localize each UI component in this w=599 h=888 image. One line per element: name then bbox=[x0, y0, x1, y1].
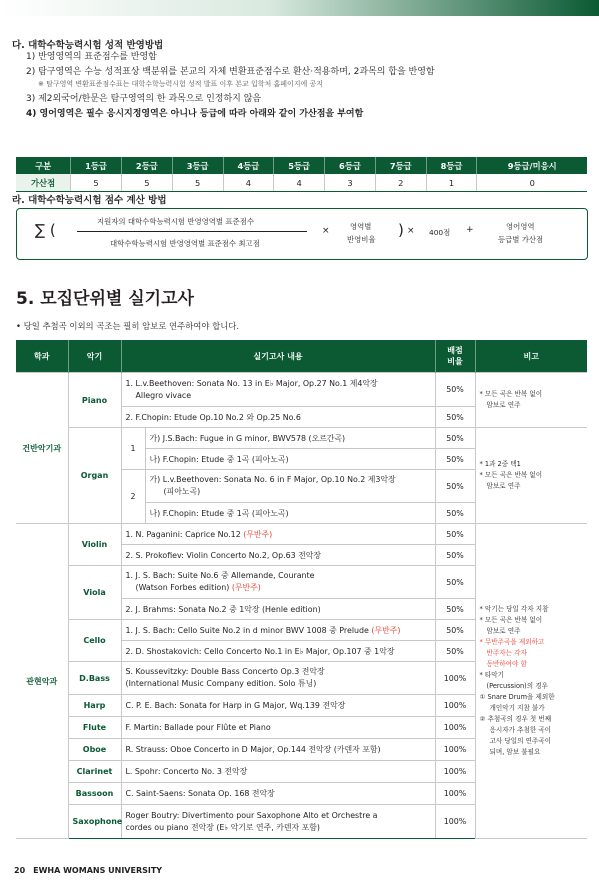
page-number: 20 bbox=[14, 866, 26, 875]
instrument-saxophone: Saxophone bbox=[68, 805, 121, 839]
note-line: 고사 당일의 연주곡이 bbox=[489, 737, 552, 745]
grade-header-cell: 4등급 bbox=[223, 157, 274, 174]
instrument-flute: Flute bbox=[68, 717, 121, 739]
score-formula-box bbox=[16, 208, 588, 260]
note-line: 반주자는 각자 bbox=[486, 649, 527, 657]
section-d-note: ※ 탐구영역 변환표준점수표는 대학수학능력시험 성적 발표 이후 본교 입학처 홈페이지에 공지 bbox=[38, 80, 324, 88]
grade-value: 1 bbox=[426, 174, 477, 192]
section-d-item: 3) 제2외국어/한문은 탐구영역의 한 과목으로 인정하지 않음 bbox=[26, 94, 262, 104]
header-note: 비고 bbox=[475, 340, 587, 373]
grade-header-cell: 6등급 bbox=[325, 157, 376, 174]
ratio-line2: 반영비율 bbox=[347, 235, 376, 244]
bonus-line2: 등급별 가산점 bbox=[498, 235, 544, 244]
content-cell: C. P. E. Bach: Sonata for Harp in G Major, Wq.139 전악장 bbox=[121, 695, 435, 717]
instrument-viola: Viola bbox=[68, 566, 121, 620]
note-line: 되며, 암보 불필요 bbox=[489, 748, 541, 756]
section-d-item: 1) 반영영역의 표준점수를 반영함 bbox=[26, 52, 157, 62]
grade-value: 4 bbox=[274, 174, 325, 192]
content-line: 1. L.v.Beethoven: Sonata No. 13 in E♭ Major, Op.27 No.1 제4악장 bbox=[125, 378, 378, 388]
option-number: 1 bbox=[121, 428, 145, 470]
note-line: * 무반주곡을 제외하고 bbox=[479, 638, 545, 646]
content-line: (International Music Company edition. Solo 튜닝) bbox=[125, 679, 317, 688]
ratio-cell: 50% bbox=[435, 407, 475, 428]
content-cell bbox=[121, 524, 435, 545]
content-cell: 나) F.Chopin: Etude 중 1곡 (피아노곡) bbox=[145, 503, 435, 524]
content-line: S. Koussevitzky: Double Bass Concerto Op.3 전악장 bbox=[125, 667, 325, 676]
section-d-item: 2) 탐구영역은 수능 성적표상 백분위를 본교의 자체 변환표준점수로 환산·적용하며, 2과목의 합을 반영함 bbox=[26, 66, 435, 77]
content-line: Roger Boutry: Divertimento pour Saxophone Alto et Orchestre a bbox=[125, 810, 378, 820]
grade-header-cell: 3등급 bbox=[172, 157, 223, 174]
content-line: (피아노곡) bbox=[163, 487, 201, 496]
fraction-line bbox=[77, 231, 307, 232]
section-d-title: 다. 대학수학능력시험 성적 반영방법 bbox=[12, 40, 164, 51]
content-cell bbox=[121, 662, 435, 695]
section5-title: 5. 모집단위별 실기고사 bbox=[16, 289, 194, 309]
header-content: 실기고사 내용 bbox=[121, 340, 435, 373]
note-cell bbox=[475, 524, 587, 839]
grade-header-cell: 9등급/미응시 bbox=[477, 157, 587, 174]
ratio-cell: 100% bbox=[435, 662, 475, 695]
grade-value: 3 bbox=[325, 174, 376, 192]
content-cell: 2. F.Chopin: Etude Op.10 No.2 와 Op.25 No.6 bbox=[121, 407, 435, 428]
grade-value: 0 bbox=[477, 174, 587, 192]
ratio-cell: 50% bbox=[435, 641, 475, 662]
close-paren: ) bbox=[398, 221, 404, 239]
content-text: 1. N. Paganini: Caprice No.12 bbox=[125, 529, 244, 539]
instrument-harp: Harp bbox=[68, 695, 121, 717]
note-line: * 모든 곡은 반복 없이 bbox=[479, 616, 543, 624]
main-header-row bbox=[16, 340, 587, 373]
grade-header-cell: 8등급 bbox=[426, 157, 477, 174]
section5-bullet: • 당일 추첨곡 이외의 곡조는 필히 암보로 연주하여야 합니다. bbox=[16, 321, 240, 331]
note-line: ② 추첨곡의 경우 첫 번째 bbox=[479, 715, 552, 723]
grade-header-cell: 5등급 bbox=[274, 157, 325, 174]
instrument-dbass: D.Bass bbox=[68, 662, 121, 695]
note-line: 암보로 연주 bbox=[486, 627, 521, 635]
content-cell bbox=[121, 805, 435, 839]
content-text: 1. J. S. Bach: Cello Suite No.2 in d minor BWV 1008 중 Prelude bbox=[125, 625, 372, 635]
note-line: * 악기는 당일 각자 지참 bbox=[479, 605, 549, 613]
note-cell bbox=[475, 428, 587, 524]
content-line: 가) L.v.Beethoven: Sonata No. 6 in F Major, Op.10 No.2 제3악장 bbox=[149, 475, 396, 484]
university-name: EWHA WOMANS UNIVERSITY bbox=[33, 866, 163, 875]
instrument-piano: Piano bbox=[68, 373, 121, 428]
dept-keyboard: 건반악기과 bbox=[16, 373, 68, 524]
times-sign: × bbox=[407, 226, 415, 236]
grade-value: 5 bbox=[121, 174, 172, 192]
content-line: cordes ou piano 전악장 (E♭ 악기로 연주, 카덴자 포함) bbox=[125, 822, 320, 832]
content-cell: 2. D. Shostakovich: Cello Concerto No.1 in E♭ Major, Op.107 중 1악장 bbox=[121, 641, 435, 662]
content-cell: 나) F.Chopin: Etude 중 1곡 (피아노곡) bbox=[145, 449, 435, 470]
grade-header-cell: 2등급 bbox=[121, 157, 172, 174]
grade-header-row bbox=[16, 157, 587, 174]
content-line: 1. J. S. Bach: Suite No.6 중 Allemande, Courante bbox=[125, 571, 315, 580]
content-cell bbox=[121, 620, 435, 641]
ratio-cell: 50% bbox=[435, 599, 475, 620]
grade-header-cell: 구분 bbox=[16, 157, 71, 174]
sigma-symbol: ∑ ( bbox=[35, 221, 56, 239]
instrument-clarinet: Clarinet bbox=[68, 761, 121, 783]
formula-numerator: 지원자의 대학수학능력시험 반영영역별 표준점수 bbox=[97, 217, 254, 226]
content-cell: C. Saint-Saens: Sonata Op. 168 전악장 bbox=[121, 783, 435, 805]
instrument-cello: Cello bbox=[68, 620, 121, 662]
ratio-cell: 50% bbox=[435, 566, 475, 599]
ratio-cell: 50% bbox=[435, 449, 475, 470]
unaccompanied-tag: (무반주) bbox=[243, 529, 273, 539]
content-cell: R. Strauss: Oboe Concerto in D Major, Op.144 전악장 (카덴자 포함) bbox=[121, 739, 435, 761]
instrument-violin: Violin bbox=[68, 524, 121, 566]
ratio-cell: 100% bbox=[435, 805, 475, 839]
ratio-cell: 50% bbox=[435, 373, 475, 407]
bonus-line1: 영어영역 bbox=[506, 222, 535, 231]
instrument-bassoon: Bassoon bbox=[68, 783, 121, 805]
note-line: 암보로 연주 bbox=[486, 401, 521, 409]
points-value: 400점 bbox=[429, 228, 451, 237]
unaccompanied-tag: (무반주) bbox=[371, 625, 401, 635]
note-line: 동반하여야 함 bbox=[486, 660, 527, 668]
table-row bbox=[16, 524, 587, 545]
note-line: 응시자가 추첨한 곡이 bbox=[489, 726, 552, 734]
note-line: * 1과 2중 택1 bbox=[479, 460, 521, 468]
top-gradient-bar bbox=[0, 0, 599, 16]
formula-denominator: 대학수학능력시험 반영영역별 표준점수 최고점 bbox=[110, 239, 260, 248]
note-cell bbox=[475, 373, 587, 428]
ratio-cell: 100% bbox=[435, 783, 475, 805]
content-cell: F. Martin: Ballade pour Flûte et Piano bbox=[121, 717, 435, 739]
content-cell bbox=[145, 470, 435, 503]
grade-row-label: 가산점 bbox=[16, 174, 71, 192]
note-line: (Percussion)의 경우 bbox=[486, 682, 548, 690]
option-number: 2 bbox=[121, 470, 145, 524]
ratio-cell: 100% bbox=[435, 717, 475, 739]
section-d-list bbox=[26, 50, 435, 121]
grade-bonus-table bbox=[16, 157, 587, 192]
table-row bbox=[16, 373, 587, 407]
content-cell: L. Spohr: Concerto No. 3 전악장 bbox=[121, 761, 435, 783]
ratio-cell: 100% bbox=[435, 761, 475, 783]
note-line: 개인악기 지참 불가 bbox=[489, 704, 545, 712]
grade-value-row bbox=[16, 174, 587, 192]
dept-orchestra: 관현악과 bbox=[16, 524, 68, 839]
header-ratio bbox=[435, 340, 475, 373]
note-line: * 모든 곡은 반복 없이 bbox=[479, 471, 543, 479]
content-cell bbox=[121, 373, 435, 407]
grade-header-cell: 7등급 bbox=[375, 157, 426, 174]
ratio-cell: 50% bbox=[435, 503, 475, 524]
ratio-cell: 50% bbox=[435, 545, 475, 566]
grade-value: 2 bbox=[375, 174, 426, 192]
unaccompanied-tag: (무반주) bbox=[231, 583, 261, 592]
header-ratio-line1: 배점 bbox=[447, 346, 463, 355]
ratio-cell: 100% bbox=[435, 739, 475, 761]
page-footer bbox=[14, 866, 170, 875]
ratio-cell: 50% bbox=[435, 470, 475, 503]
header-ratio-line2: 비율 bbox=[447, 357, 463, 366]
ratio-cell: 50% bbox=[435, 524, 475, 545]
ratio-cell: 100% bbox=[435, 695, 475, 717]
header-dept: 학과 bbox=[16, 340, 68, 373]
grade-value: 5 bbox=[172, 174, 223, 192]
table-row bbox=[16, 428, 587, 449]
instrument-organ: Organ bbox=[68, 428, 121, 524]
grade-header-cell: 1등급 bbox=[71, 157, 122, 174]
instrument-oboe: Oboe bbox=[68, 739, 121, 761]
section-r-title: 라. 대학수학능력시험 점수 계산 방법 bbox=[12, 195, 167, 206]
ratio-cell: 50% bbox=[435, 428, 475, 449]
header-instrument: 악기 bbox=[68, 340, 121, 373]
content-cell: 2. J. Brahms: Sonata No.2 중 1악장 (Henle edition) bbox=[121, 599, 435, 620]
note-line: ① Snare Drum을 제외한 bbox=[479, 693, 555, 701]
note-line: * 타악기 bbox=[479, 671, 505, 679]
ratio-cell: 50% bbox=[435, 620, 475, 641]
plus-sign: + bbox=[466, 225, 474, 235]
content-cell bbox=[121, 566, 435, 599]
grade-value: 4 bbox=[223, 174, 274, 192]
times-sign: × bbox=[322, 226, 330, 236]
grade-value: 5 bbox=[71, 174, 122, 192]
note-line: 암보로 연주 bbox=[486, 482, 521, 490]
practical-exam-table bbox=[16, 340, 587, 839]
note-line: * 모든 곡은 반복 없이 bbox=[479, 390, 543, 398]
ratio-line1: 영역별 bbox=[350, 222, 372, 231]
content-line: Allegro vivace bbox=[135, 390, 192, 400]
content-cell: 가) J.S.Bach: Fugue in G minor, BWV578 (오르간곡) bbox=[145, 428, 435, 449]
content-cell: 2. S. Prokofiev: Violin Concerto No.2, Op.63 전악장 bbox=[121, 545, 435, 566]
section-d-item: 4) 영어영역은 필수 응시지정영역은 아니나 등급에 따라 아래와 같이 가산점을 부여함 bbox=[26, 108, 364, 119]
content-line: (Watson Forbes edition) bbox=[135, 583, 232, 592]
